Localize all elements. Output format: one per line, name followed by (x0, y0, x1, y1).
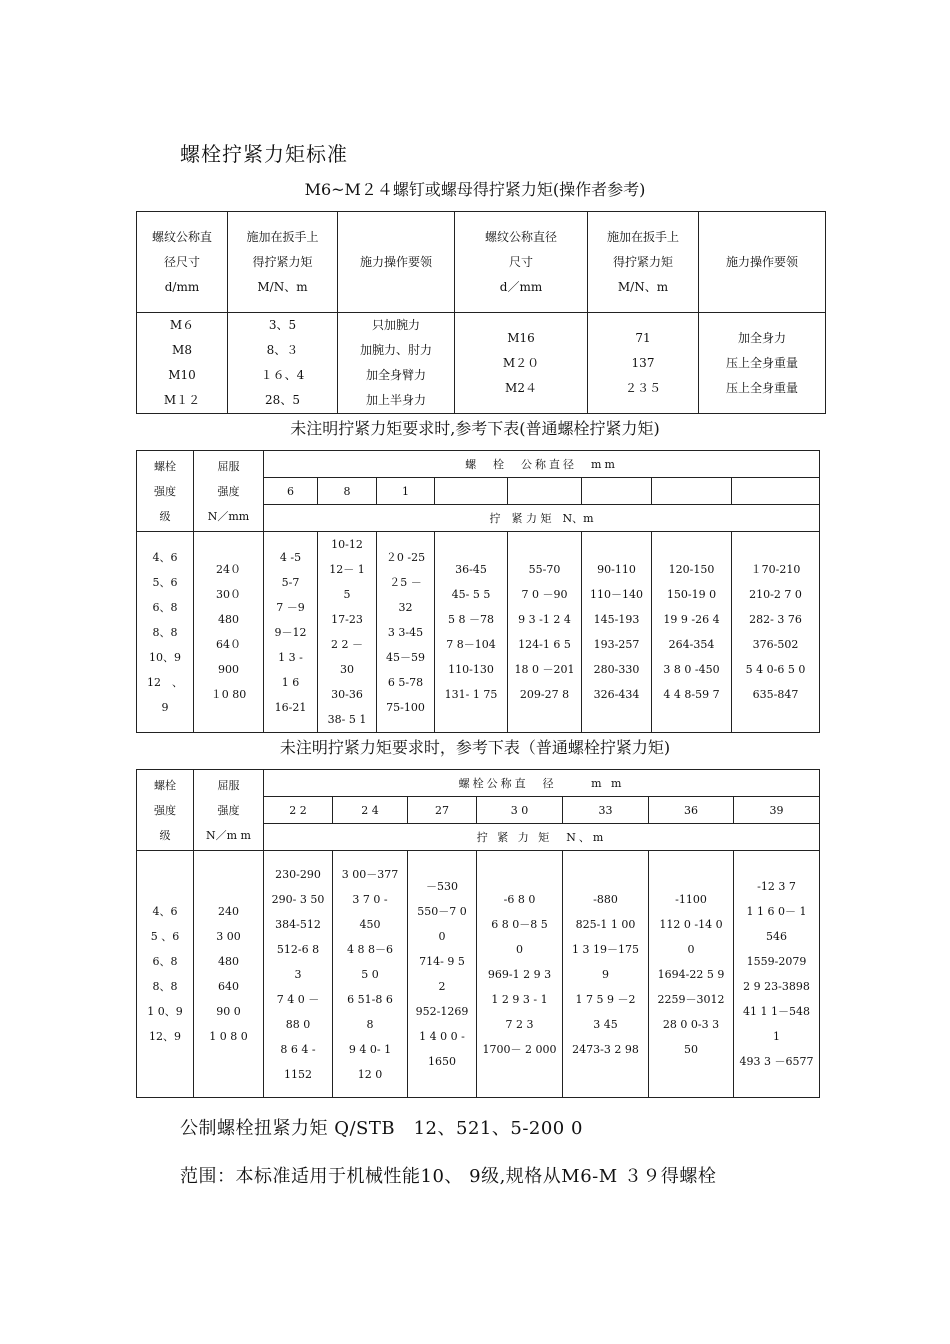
table1-header-cell: 施加在扳手上 得拧紧力矩 M/N、m (228, 212, 338, 313)
table2-header-row (137, 451, 820, 478)
table2-yields: 24０ 30０ 480 64０ 900 １0 80 (194, 532, 264, 733)
table2 (136, 450, 820, 733)
page-title: 螺栓拧紧力矩标准 (180, 142, 348, 166)
table2-value-cell: １70-210 210-2 7 0 282- 3 76 376-502 5 4 0-6 5 0 635-847 (732, 532, 820, 733)
table3-diameter-header: 螺栓公称直 径 m m (264, 770, 820, 797)
table1-header-cell: 螺纹公称直径 尺寸 d／mm (455, 212, 588, 313)
table2-value-cell: ２0 -25 ２5 － 32 3 3-45 45－59 6 5-78 75-100 (377, 532, 435, 733)
table3-diameter: 39 (734, 797, 820, 824)
table3-diameter: 33 (563, 797, 649, 824)
table-row (137, 313, 826, 414)
table3-yields: 240 3 00 480 640 90 0 1 0 8 0 (194, 851, 264, 1098)
table2-grade-header: 螺栓 强度 级 (137, 451, 194, 532)
table2-torque-header: 拧 紧 力 矩 N、m (264, 505, 820, 532)
table-row (137, 532, 820, 733)
standard-paragraph: 公制螺栓扭紧力矩 Q/STB 12、521、5-200 0 (180, 1118, 583, 1139)
table3-diameter: 3 0 (477, 797, 563, 824)
table3-diameter: 2 2 (264, 797, 333, 824)
table1-header-cell: 施力操作要领 (699, 212, 826, 313)
table3-grades: 4、6 5 、6 6、8 8、8 1 0、9 12、9 (137, 851, 194, 1098)
table1-cell: M16 M２０ M2４ (455, 313, 588, 414)
table1-cell: 71 137 ２３５ (588, 313, 699, 414)
table3-value-cell: -6 8 0 6 8 0－8 5 0 969-1 2 9 3 1 2 9 3 - 1 7 2 3 1700－ 2 000 (477, 851, 563, 1098)
table1 (136, 211, 826, 414)
table3-value-cell: -12 3 7 1 1 6 0－ 1 546 1559-2079 2 9 23-3898 41 1 1－548 1 493 3 －6577 (734, 851, 820, 1098)
table2-diameter: 6 (264, 478, 318, 505)
table1-cell: 加全身力 压上全身重量 压上全身重量 (699, 313, 826, 414)
table1-cell: 3、5 8、３ １６、4 28、5 (228, 313, 338, 414)
table1-header-cell: 螺纹公称直 径尺寸 d/mm (137, 212, 228, 313)
table3-value-cell: -880 825-1 1 00 1 3 19－175 9 1 7 5 9 －2 3 45 2473-3 2 98 (563, 851, 649, 1098)
table3-value-cell: -1100 112 0 -14 0 0 1694-22 5 9 2259－3012 28 0 0-3 3 50 (649, 851, 734, 1098)
table1-header-row (137, 212, 826, 313)
table3-diameter: 27 (408, 797, 477, 824)
table3-value-cell: 230-290 290- 3 50 384-512 512-6 8 3 7 4 0 － 88 0 8 6 4 - 1152 (264, 851, 333, 1098)
table3-caption: 未注明拧紧力矩要求时，参考下表（普通螺栓拧紧力矩) (279, 738, 671, 757)
table-row (137, 851, 820, 1098)
table2-value-cell: 90-110 110－140 145-193 193-257 280-330 326-434 (582, 532, 652, 733)
table3 (136, 769, 820, 1098)
table2-diameter (582, 478, 652, 505)
table3-yield-header: 屈服 强度 N／m m (194, 770, 264, 851)
table2-diameter (435, 478, 508, 505)
table2-diameter (732, 478, 820, 505)
table2-diameter: 8 (318, 478, 377, 505)
table2-diameter (652, 478, 732, 505)
table3-value-cell: －530 550－7 0 0 714- 9 5 2 952-1269 1 4 0 0 - 1650 (408, 851, 477, 1098)
table3-header-row (137, 770, 820, 797)
table3-grade-header: 螺栓 强度 级 (137, 770, 194, 851)
table2-value-cell: 36-45 45- 5 5 5 8 －78 7 8－104 110-130 131- 1 75 (435, 532, 508, 733)
scope-paragraph: 范围：本标准适用于机械性能10、 9级,规格从M6-M ３９得螺栓 (180, 1166, 717, 1187)
table2-value-cell: 55-70 7 0 －90 9 3 -1 2 4 124-1 6 5 18 0 －201 209-27 8 (508, 532, 582, 733)
table2-value-cell: 4 -5 5-7 7 －9 9－12 1 3 - 1 6 16-21 (264, 532, 318, 733)
table1-header-cell: 施加在扳手上 得拧紧力矩 M/N、m (588, 212, 699, 313)
table3-diameter: 36 (649, 797, 734, 824)
table2-value-cell: 10-12 12－ 1 5 17-23 2 2 － 30 30-36 38- 5 1 (318, 532, 377, 733)
table2-yield-header: 屈服 强度 N／mm (194, 451, 264, 532)
table2-caption: 未注明拧紧力矩要求时,参考下表(普通螺栓拧紧力矩) (290, 419, 660, 438)
table1-cell: 只加腕力 加腕力、肘力 加全身臂力 加上半身力 (338, 313, 455, 414)
table3-torque-header: 拧 紧 力 矩 N、m (264, 824, 820, 851)
table2-diameter (508, 478, 582, 505)
table1-header-cell: 施力操作要领 (338, 212, 455, 313)
table2-grades: 4、6 5、6 6、8 8、8 10、9 12 、 9 (137, 532, 194, 733)
table2-diameter: 1 (377, 478, 435, 505)
table3-value-cell: 3 00－377 3 7 0 - 450 4 8 8－6 5 0 6 51-8 6 8 9 4 0- 1 12 0 (333, 851, 408, 1098)
table3-diameter: 2 4 (333, 797, 408, 824)
table1-cell: M６ M8 M10 M１２ (137, 313, 228, 414)
table2-diameter-header: 螺 栓 公称直径 mm (264, 451, 820, 478)
table2-value-cell: 120-150 150-19 0 19 9 -26 4 264-354 3 8 0 -450 4 4 8-59 7 (652, 532, 732, 733)
table1-caption: M6~M２４螺钉或螺母得拧紧力矩(操作者参考) (304, 180, 646, 199)
